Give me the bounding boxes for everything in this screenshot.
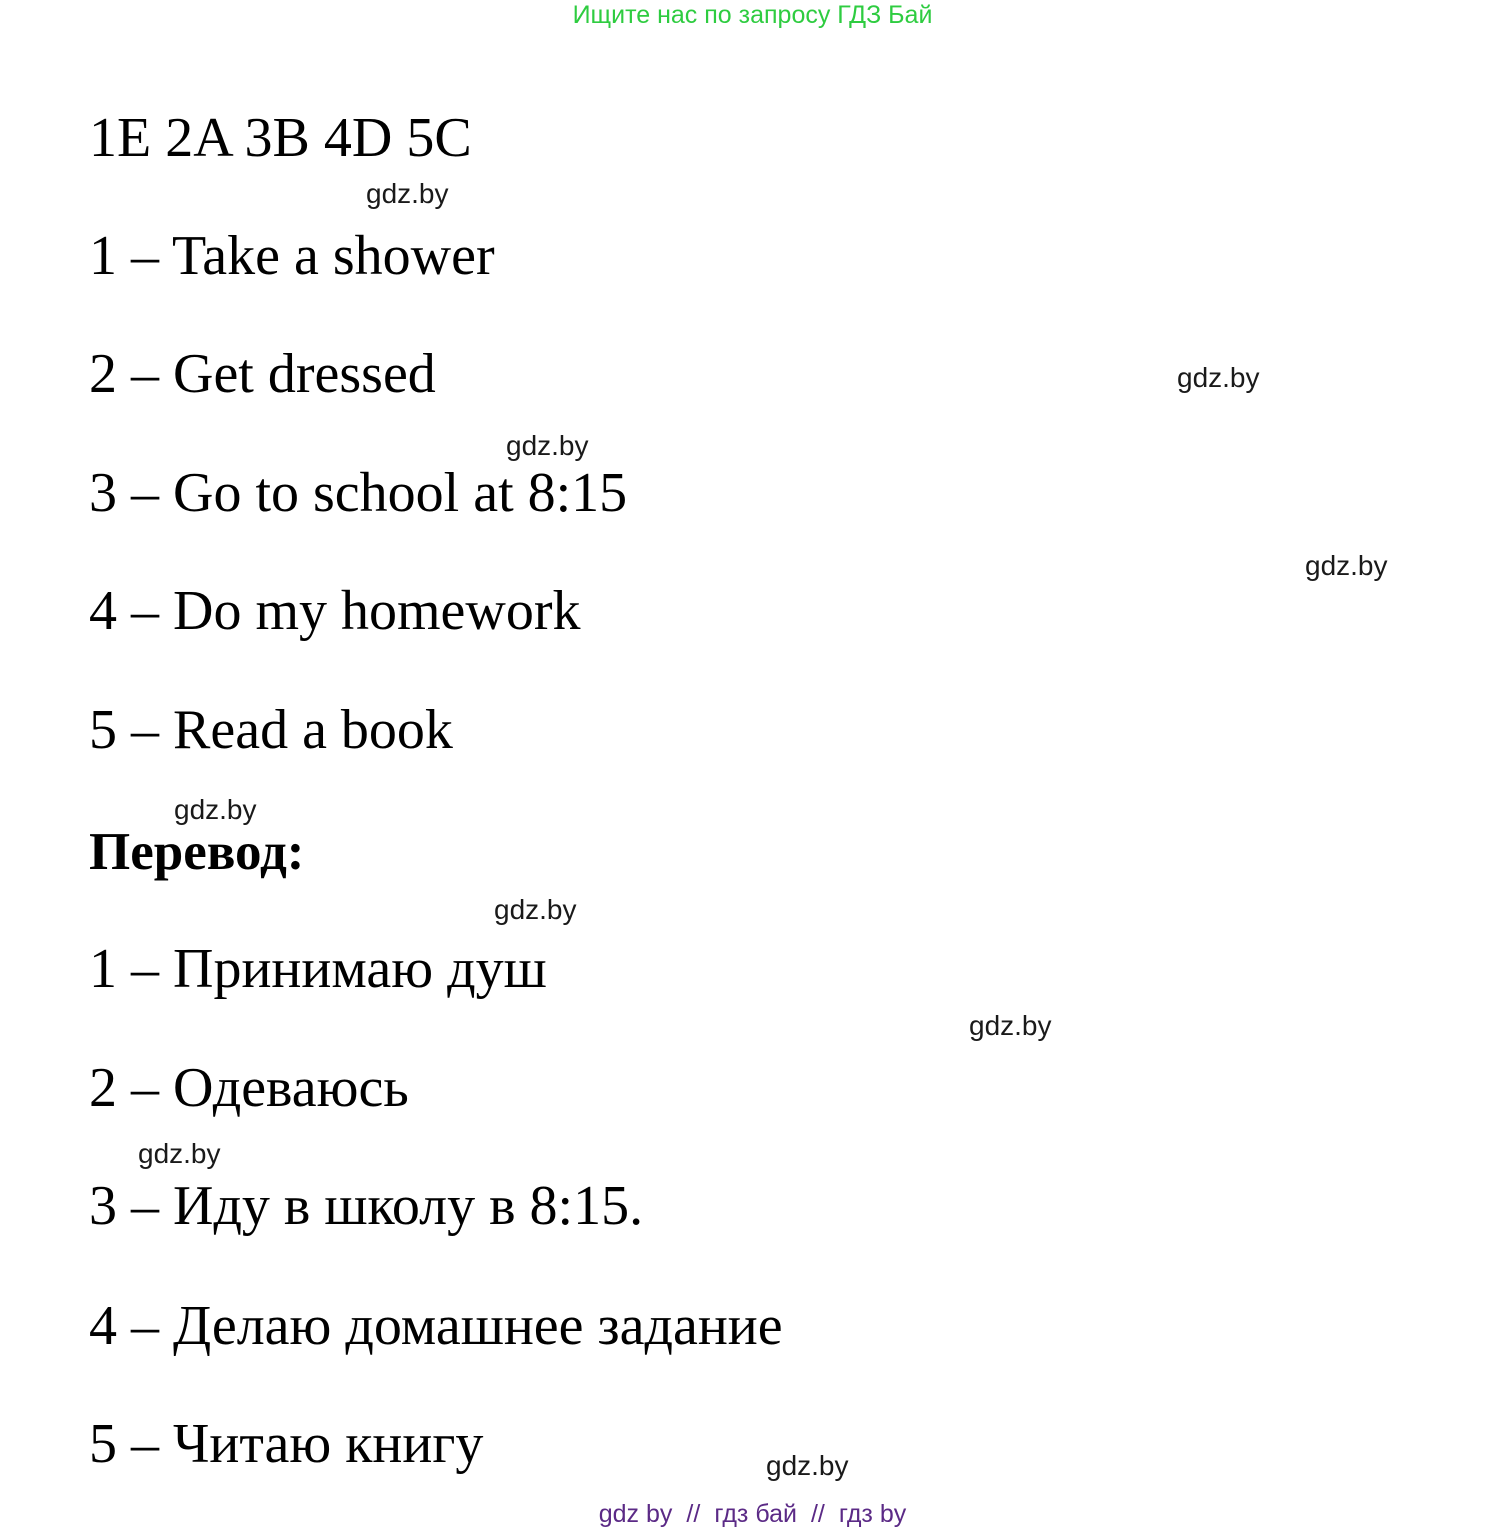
watermark: gdz.by bbox=[1177, 362, 1260, 393]
english-item-5: 5 – Read a book bbox=[89, 699, 453, 761]
translation-item-1: 1 – Принимаю душ bbox=[89, 938, 547, 1000]
translation-item-4: 4 – Делаю домашнее задание bbox=[89, 1295, 783, 1357]
translation-heading: Перевод: bbox=[89, 823, 305, 881]
search-hint-banner: Ищите нас по запросу ГДЗ Бай bbox=[572, 1, 933, 29]
watermark: gdz.by bbox=[366, 178, 449, 209]
footer-separator: // bbox=[686, 1500, 701, 1528]
translation-item-2: 2 – Одеваюсь bbox=[89, 1057, 409, 1119]
watermark: gdz.by bbox=[1305, 550, 1388, 581]
translation-item-5: 5 – Читаю книгу bbox=[89, 1413, 484, 1475]
watermark: gdz.by bbox=[494, 894, 577, 925]
footer-separator: // bbox=[810, 1500, 825, 1528]
english-item-1: 1 – Take a shower bbox=[89, 225, 495, 287]
footer-link-gdz-by[interactable]: gdz by bbox=[598, 1500, 673, 1528]
watermark: gdz.by bbox=[766, 1450, 849, 1481]
footer-link-gdz-bai[interactable]: гдз бай bbox=[714, 1500, 797, 1528]
english-item-3: 3 – Go to school at 8:15 bbox=[89, 462, 628, 524]
english-item-2: 2 – Get dressed bbox=[89, 343, 436, 405]
footer-link-gdz-by-cyrillic[interactable]: гдз by bbox=[838, 1500, 907, 1528]
answer-key: 1E 2A 3B 4D 5C bbox=[89, 107, 472, 169]
watermark: gdz.by bbox=[174, 794, 257, 825]
english-item-4: 4 – Do my homework bbox=[89, 580, 581, 642]
translation-item-3: 3 – Иду в школу в 8:15. bbox=[89, 1175, 644, 1237]
watermark: gdz.by bbox=[506, 430, 589, 461]
footer-links bbox=[0, 1498, 1505, 1530]
watermark: gdz.by bbox=[138, 1138, 221, 1169]
watermark: gdz.by bbox=[969, 1010, 1052, 1041]
